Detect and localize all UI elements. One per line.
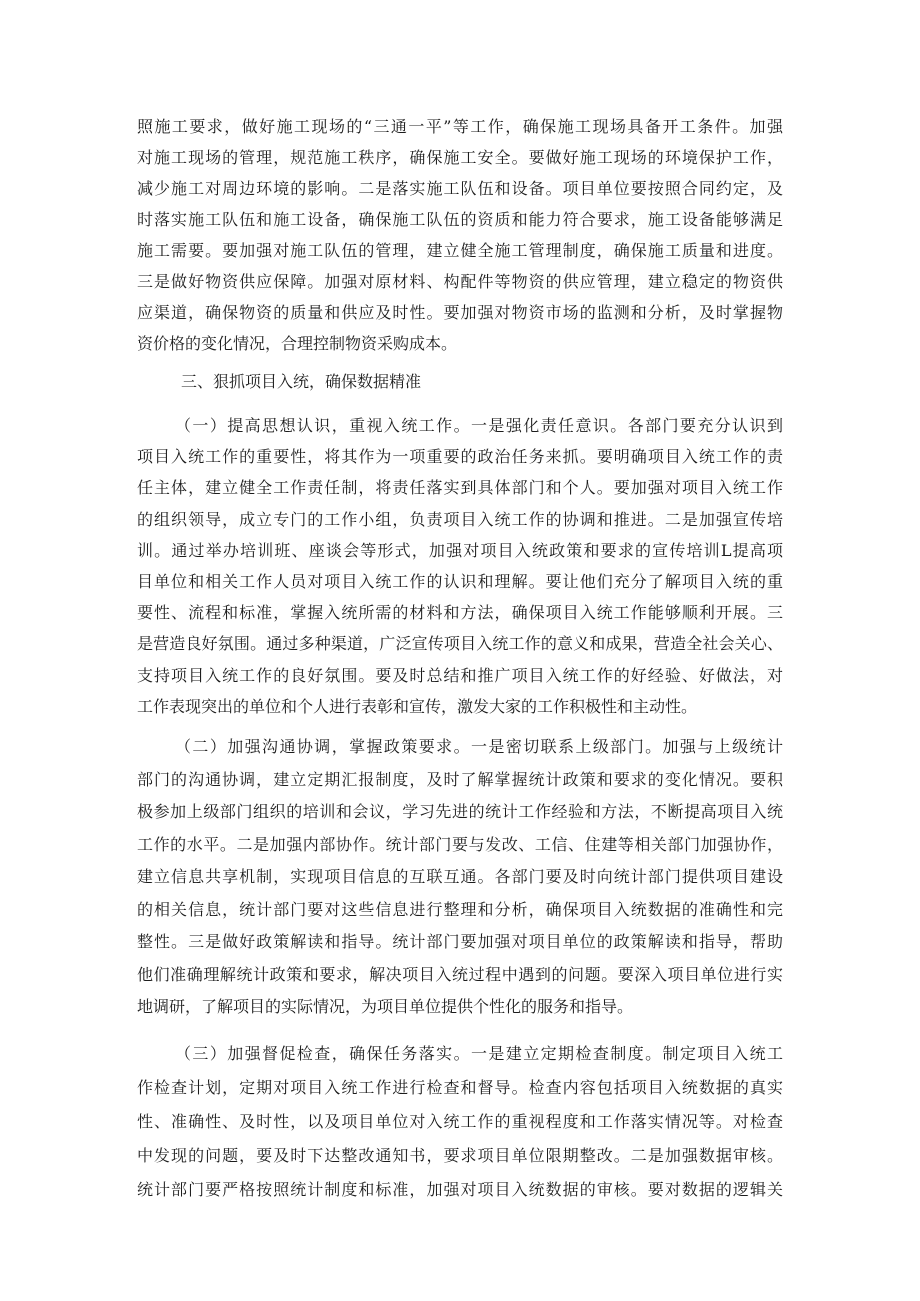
text-line: 要性、流程和标准，掌握入统所需的材料和方法，确保项目入统工作能够顺利开展。三 <box>137 603 783 623</box>
text-line: 工作表现突出的单位和个人进行表彰和宣传，激发大家的工作积极性和主动性。 <box>137 696 698 716</box>
text-line: 极参加上级部门组织的培训和会议，学习先进的统计工作经验和方法，不断提高项目入统 <box>137 802 783 821</box>
text-line: （二）加强沟通协调，掌握政策要求。一是密切联系上级部门。加强与上级统计 <box>175 737 783 756</box>
text-line: 应渠道，确保物资的质量和供应及时性。要加强对物资市场的监测和分析，及时掌握物 <box>137 303 783 322</box>
text-line: 目单位和相关工作人员对项目入统工作的认识和理解。要让他们充分了解项目入统的重 <box>137 571 783 591</box>
text-line: 部门的沟通协调，建立定期汇报制度，及时了解掌握统计政策和要求的变化情况。要积 <box>137 769 783 789</box>
text-line: 整性。三是做好政策解读和指导。统计部门要加强对项目单位的政策解读和指导，帮助 <box>137 932 783 951</box>
paragraph-subsection-3 <box>137 1037 783 1207</box>
text-line: 的相关信息，统计部门要对这些信息进行整理和分析，确保项目入统数据的准确性和完 <box>137 899 783 919</box>
text-line: 训。通过举办培训班、座谈会等形式，加强对项目入统政策和要求的宣传培训L提高项 <box>137 540 783 560</box>
text-line: 是营造良好氛围。通过多种渠道，广泛宣传项目入统工作的意义和成果，营造全社会关心、 <box>137 634 783 654</box>
text-line: 作检查计划，定期对项目入统工作进行检查和督导。检查内容包括项目入统数据的真实 <box>137 1078 783 1097</box>
text-line: 支持项目入统工作的良好氛围。要及时总结和推广项目入统工作的好经验、好做法，对 <box>137 665 783 685</box>
text-line: 任主体，建立健全工作责任制，将责任落实到具体部门和个人。要加强对项目入统工作 <box>137 478 783 498</box>
text-line: （三）加强督促检查，确保任务落实。一是建立定期检查制度。制定项目入统工 <box>175 1044 783 1063</box>
text-line: 减少施工对周边环境的影响。二是落实施工队伍和设备。项目单位要按照合同约定，及 <box>137 179 783 198</box>
text-line: 时落实施工队伍和施工设备，确保施工队伍的资质和能力符合要求，施工设备能够满足 <box>137 210 783 229</box>
section-heading <box>137 366 783 398</box>
paragraph-subsection-1 <box>137 410 783 722</box>
text-line: 地调研，了解项目的实际情况，为项目单位提供个性化的服务和指导。 <box>137 997 634 1016</box>
text-line: 项目入统工作的重要性，将其作为一项重要的政治任务来抓。要明确项目入统工作的责 <box>137 447 783 467</box>
paragraph-construction-materials <box>137 111 783 359</box>
text-line: 性、准确性、及时性，以及项目单位对入统工作的重视程度和工作落实情况等。对检查 <box>137 1112 783 1131</box>
text-line: 统计部门要严格按照统计制度和标准，加强对项目入统数据的审核。要对数据的逻辑关 <box>137 1180 783 1199</box>
text-line: 资价格的变化情况，合理控制物资采购成本。 <box>137 334 458 353</box>
text-line: 他们准确理解统计政策和要求，解决项目入统过程中遇到的问题。要深入项目单位进行实 <box>137 964 783 984</box>
text-line: 照施工要求，做好施工现场的“三通一平”等工作，确保施工现场具备开工条件。加强 <box>137 117 783 136</box>
text-line: 建立信息共享机制，实现项目信息的互联互通。各部门要及时向统计部门提供项目建设 <box>137 867 783 886</box>
text-line: 施工需要。要加强对施工队伍的管理，建立健全施工管理制度，确保施工质量和进度。 <box>137 241 783 260</box>
text-line: （一）提高思想认识，重视入统工作。一是强化责任意识。各部门要充分认识到 <box>175 416 783 435</box>
text-line: 对施工现场的管理，规范施工秩序，确保施工安全。要做好施工现场的环境保护工作， <box>137 148 783 167</box>
text-line: 工作的水平。二是加强内部协作。统计部门要与发改、工信、住建等相关部门加强协作， <box>137 834 783 854</box>
text-line: 中发现的问题，要及时下达整改通知书，要求项目单位限期整改。二是加强数据审核。 <box>137 1146 783 1165</box>
section-heading-text: 三、狠抓项目入统，确保数据精准 <box>181 372 422 391</box>
paragraph-subsection-2 <box>137 731 783 1024</box>
text-line: 三是做好物资供应保障。加强对原材料、构配件等物资的供应管理，建立稳定的物资供 <box>137 272 783 291</box>
text-line: 的组织领导，成立专门的工作小组，负责项目入统工作的协调和推进。二是加强宣传培 <box>137 509 783 529</box>
